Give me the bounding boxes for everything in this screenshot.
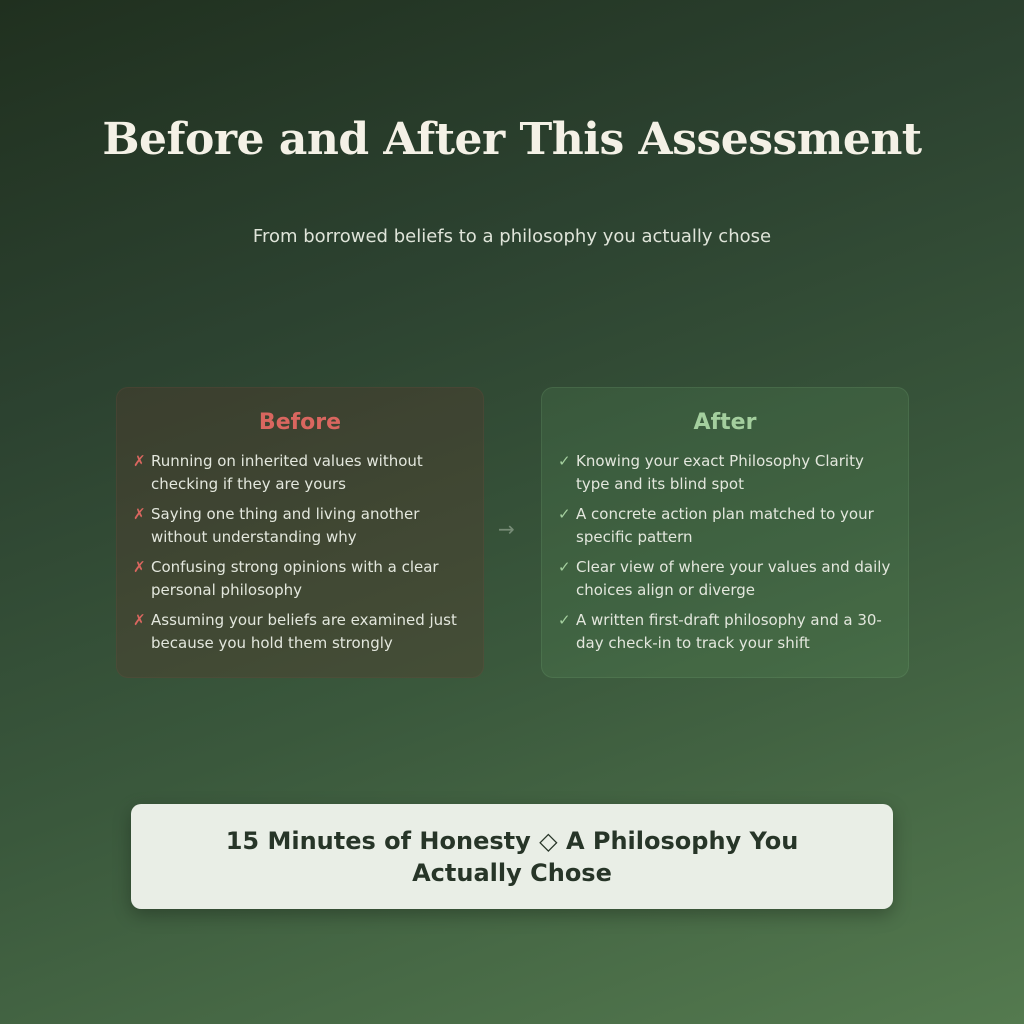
after-heading: After [693,410,757,435]
check-mark-icon: ✓ [558,505,571,523]
list-item [558,609,892,655]
list-item-text: Knowing your exact Philosophy Clarity type and its blind spot [576,452,864,493]
x-mark-icon: ✗ [133,558,146,576]
list-item [558,556,892,602]
before-card [116,387,484,678]
list-item-text: Confusing strong opinions with a clear personal philosophy [151,558,439,599]
page-title: Before and After This Assessment [102,114,922,165]
x-mark-icon: ✗ [133,452,146,470]
list-item-text: Clear view of where your values and daily choices align or diverge [576,558,891,599]
list-item-text: A written first-draft philosophy and a 30-day check-in to track your shift [576,611,882,652]
list-item-text: A concrete action plan matched to your specific pattern [576,505,874,546]
cta-text: 15 Minutes of Honesty ◇ A Philosophy You Actually Chose [225,826,799,887]
list-item-text: Running on inherited values without checking if they are yours [151,452,423,493]
arrow-right-icon: → [498,517,515,541]
page-subtitle: From borrowed beliefs to a philosophy you actually chose [252,226,772,247]
x-mark-icon: ✗ [133,505,146,523]
check-mark-icon: ✓ [558,452,571,470]
after-card [541,387,909,678]
x-mark-icon: ✗ [133,611,146,629]
check-mark-icon: ✓ [558,611,571,629]
before-list [133,450,467,655]
list-item [133,450,467,496]
list-item [133,609,467,655]
after-list [558,450,892,655]
list-item [558,450,892,496]
before-heading: Before [258,410,342,435]
check-mark-icon: ✓ [558,558,571,576]
cta-banner[interactable] [131,804,893,909]
list-item [558,503,892,549]
list-item [133,503,467,549]
list-item-text: Assuming your beliefs are examined just because you hold them strongly [151,611,457,652]
list-item [133,556,467,602]
list-item-text: Saying one thing and living another without understanding why [151,505,420,546]
